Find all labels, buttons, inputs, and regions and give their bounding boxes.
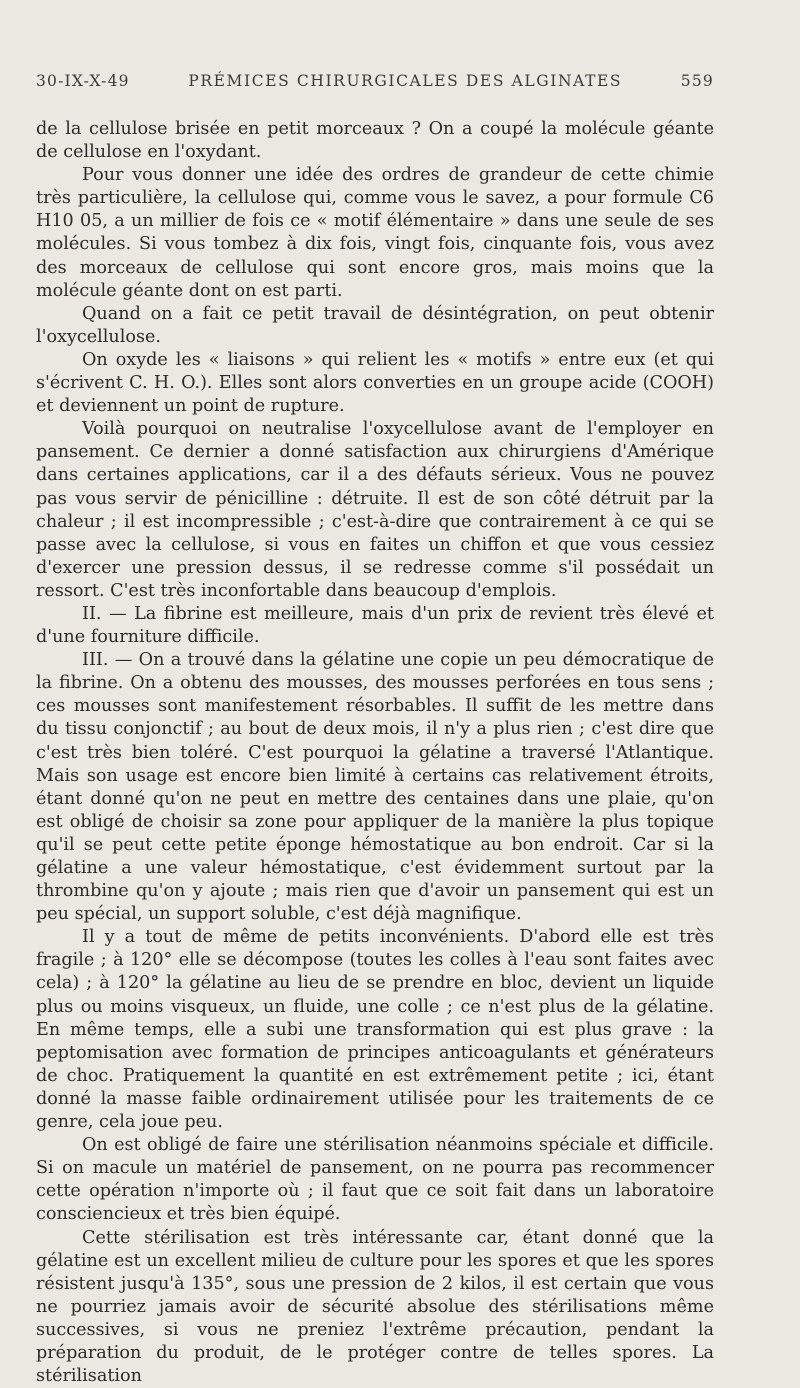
paragraph: III. — On a trouvé dans la gélatine une copie un peu démocratique de la fibrine. On a obtenu des mousses, des mousses perforées en tous sens ; ces mousses sont manifestement résorbables. Il suffit de les mettre dans du tissu conjonctif ; au bout de deux mois, il n'y a plus rien ; c'est dire que c'est très bien toléré. C'est pourquoi la gélatine a traversé l'Atlantique. Mais son usage est encore bien limité à certains cas relativement étroits, étant donné qu'on ne peut en mettre des centaines dans une plaie, qu'on est obligé de choisir sa zone pour appliquer de la manière la plus topique qu'il se peut cette petite éponge hémostatique au bon endroit. Car si la gélatine a une valeur hémostatique, c'est évidemment surtout par la thrombine qu'on y ajoute ; mais rien que d'avoir un pansement qui est un peu spécial, un support soluble, c'est déjà magnifique.	[36, 649, 714, 926]
page-number: 559	[681, 72, 714, 90]
paragraph: Cette stérilisation est très intéressante car, étant donné que la gélatine est un excellent milieu de culture pour les spores et que les spores résistent jusqu'à 135°, sous une pression de 2 kilos, il est certain que vous ne pourriez jamais avoir de sécurité absolue des stérilisations même successives, si vous ne preniez l'extrême précaution, pendant la préparation du produit, de le protéger contre de telles spores. La stérilisation	[36, 1227, 714, 1388]
running-title: PRÉMICES CHIRURGICALES DES ALGINATES	[188, 72, 622, 90]
header-date: 30-IX-X-49	[36, 72, 130, 90]
paragraph: II. — La fibrine est meilleure, mais d'un prix de revient très élevé et d'une fourniture difficile.	[36, 603, 714, 649]
paragraph: Il y a tout de même de petits inconvénients. D'abord elle est très fragile ; à 120° elle se décompose (toutes les colles à l'eau sont faites avec cela) ; à 120° la gélatine au lieu de se prendre en bloc, devient un liquide plus ou moins visqueux, un fluide, une colle ; ce n'est plus de la gélatine. En même temps, elle a subi une transformation qui est plus grave : la peptomisation avec formation de principes anticoagulants et générateurs de choc. Pratiquement la quantité en est extrêmement petite ; ici, étant donné la masse faible ordinairement utilisée pour les traitements de ce genre, cela joue peu.	[36, 926, 714, 1134]
paragraph: On oxyde les « liaisons » qui relient les « motifs » entre eux (et qui s'écrivent C. H. O.). Elles sont alors converties en un groupe acide (COOH) et deviennent un point de rupture.	[36, 349, 714, 418]
paragraph: Pour vous donner une idée des ordres de grandeur de cette chimie très particulière, la cellulose qui, comme vous le savez, a pour formule C6 H10 05, a un millier de fois ce « motif élémentaire » dans une seule de ses molécules. Si vous tombez à dix fois, vingt fois, cinquante fois, vous avez des morceaux de cellulose qui sont encore gros, mais moins que la molécule géante dont on est parti.	[36, 164, 714, 303]
paragraph: Quand on a fait ce petit travail de désintégration, on peut obtenir l'oxycellulose.	[36, 303, 714, 349]
paragraph: Voilà pourquoi on neutralise l'oxycellulose avant de l'employer en pansement. Ce dernier a donné satisfaction aux chirurgiens d'Amérique dans certaines applications, car il a des défauts sérieux. Vous ne pouvez pas vous servir de pénicilline : détruite. Il est de son côté détruit par la chaleur ; il est incompressible ; c'est-à-dire que contrairement à ce qui se passe avec la cellulose, si vous en faites un chiffon et que vous cessiez d'exercer une pression dessus, il se redresse comme s'il possédait un ressort. C'est très inconfortable dans beaucoup d'emplois.	[36, 418, 714, 603]
body-text	[36, 118, 714, 1388]
paragraph: On est obligé de faire une stérilisation néanmoins spéciale et difficile. Si on macule un matériel de pansement, on ne pourra pas recommencer cette opération n'importe où ; il faut que ce soit fait dans un laboratoire consciencieux et très bien équipé.	[36, 1134, 714, 1226]
paragraph: de la cellulose brisée en petit morceaux ? On a coupé la molécule géante de cellulose en l'oxydant.	[36, 118, 714, 164]
running-header	[36, 72, 714, 90]
